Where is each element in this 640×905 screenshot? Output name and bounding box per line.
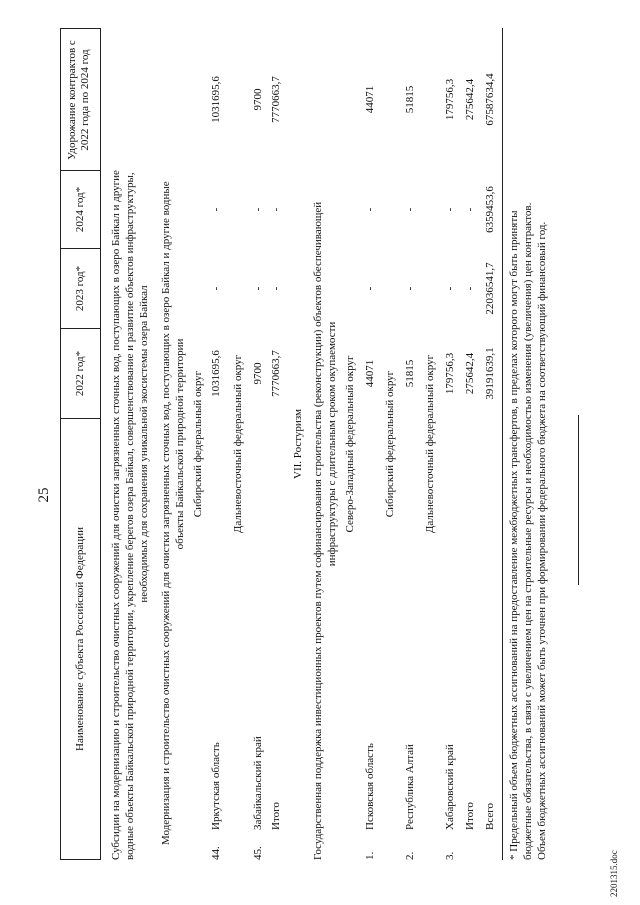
row-2023: - <box>252 286 264 291</box>
row-number: 44. <box>210 846 222 860</box>
section2-title-line1: Государственная поддержка инвестиционных проектов путем софинансирования строительства (реконструкции) объектов обеспечивающей <box>312 201 324 860</box>
header-2024: 2024 год* <box>74 186 86 233</box>
header-2022: 2022 год* <box>74 350 86 397</box>
header-left-border <box>60 859 100 860</box>
section2-title-line2: инфраструктуры с длительным сроком окупаемости <box>326 321 338 567</box>
section2-ministry: VII. Ростуризм <box>292 409 304 479</box>
table-bottom-border <box>502 28 503 860</box>
row-number: 45. <box>252 846 264 860</box>
footnote-line3: Объем бюджетных ассигнований может быть уточнен при формировании федерального бюджета на соответствующий финансовый год. <box>536 221 548 860</box>
row-2022: 9700 <box>252 362 264 385</box>
row-cost: 9700 <box>252 88 264 111</box>
row-cost: 44071 <box>364 85 376 114</box>
row-2024: - <box>270 207 282 212</box>
row-2023: - <box>270 286 282 291</box>
section1-subtitle-line2: объекты Байкальской природной территории <box>174 338 186 550</box>
row-number: 3. <box>444 851 456 860</box>
page-number: 25 <box>36 487 52 503</box>
row-cost: 179756,3 <box>444 78 456 121</box>
row-cost: 67587634,4 <box>484 73 496 126</box>
row-2022: 39191639,1 <box>484 347 496 400</box>
row-2022: 51815 <box>404 359 416 388</box>
section1-title-line1: Субсидии на модернизацию и строительство очистных сооружений для очистки загрязненных сточных вод, поступающих в озеро Байкал и другие <box>110 170 122 860</box>
row-2024: - <box>252 207 264 212</box>
section1-district-far-east: Дальневосточный федеральный округ <box>232 354 244 534</box>
row-2024: 6359453,6 <box>484 186 496 233</box>
footnote-line2: бюджетные обязательства, в связи с увеличением цен на строительные ресурсы и необходимостью изменения (увеличения) цен контрактов. <box>522 202 534 860</box>
section1-title-line3: необходимых для сохранения уникальной экосистемы озера Байкал <box>138 285 150 603</box>
footnote-line1: * Предельный объем бюджетных ассигнований на предоставление межбюджетных трансфертов, в пределах которого могут быть приняты <box>508 210 520 860</box>
row-2022: 7770663,7 <box>270 350 282 397</box>
row-name: Хабаровский край <box>444 744 456 830</box>
row-name: Забайкальский край <box>252 736 264 830</box>
row-2023: 22036541,7 <box>484 262 496 315</box>
row-2024: - <box>444 207 456 212</box>
row-2023: - <box>404 286 416 291</box>
row-2024: - <box>404 207 416 212</box>
section1-district-siberian: Сибирский федеральный округ <box>192 370 204 518</box>
row-cost: 1031695,6 <box>210 76 222 123</box>
table-header-border <box>100 28 101 860</box>
header-right-border <box>60 28 100 29</box>
row-2024: - <box>210 207 222 212</box>
table-top-border <box>60 28 61 860</box>
row-number: 2. <box>404 851 416 860</box>
row-name: Итого <box>270 802 282 830</box>
row-number: 1. <box>364 851 376 860</box>
section1-subtitle-line1: Модернизация и строительство очистных сооружений для очистки загрязненных сточных вод, поступающих в озеро Байкал и другие водные <box>160 181 172 845</box>
section2-district-siberian: Сибирский федеральный округ <box>384 370 396 518</box>
row-2024: - <box>364 207 376 212</box>
row-2023: - <box>464 286 476 291</box>
row-2023: - <box>210 286 222 291</box>
row-2022: 1031695,6 <box>210 350 222 397</box>
document-id: 2201315.doc <box>609 850 619 897</box>
row-2022: 275642,4 <box>464 352 476 395</box>
row-cost: 275642,4 <box>464 78 476 121</box>
header-subject: Наименование субъекта Российской Федерации <box>74 527 86 751</box>
row-2023: - <box>444 286 456 291</box>
section1-title-line2: водные объекты Байкальской природной территории, укрепление берегов озера Байкал, совершенствование и развитие объектов инфраструктуры, <box>124 172 136 860</box>
section2-district-far-east: Дальневосточный федеральный округ <box>424 354 436 534</box>
row-name: Всего <box>484 803 496 830</box>
row-name: Итого <box>464 802 476 830</box>
row-name: Иркутская область <box>210 742 222 830</box>
section2-district-northwest: Северо-Западный федеральный округ <box>344 355 356 533</box>
header-2023: 2023 год* <box>74 265 86 312</box>
row-2022: 179756,3 <box>444 352 456 395</box>
row-2024: - <box>464 207 476 212</box>
row-cost: 51815 <box>404 85 416 114</box>
row-2023: - <box>364 286 376 291</box>
separator-line <box>578 415 579 585</box>
row-name: Псковская область <box>364 743 376 830</box>
header-cost-increase: Удорожание контрактов с 2022 года по 2024 год <box>66 40 91 160</box>
row-cost: 7770663,7 <box>270 76 282 123</box>
row-name: Республика Алтай <box>404 744 416 830</box>
row-2022: 44071 <box>364 359 376 388</box>
